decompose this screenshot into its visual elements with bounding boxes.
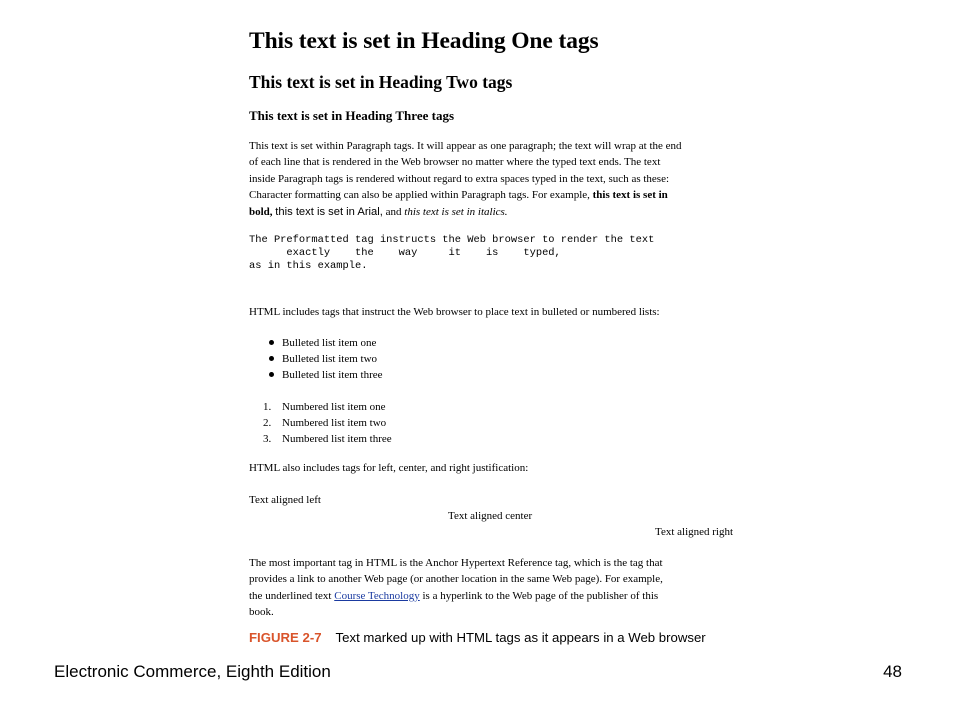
list-number: 3.	[263, 433, 272, 445]
list-item-text: Numbered list item three	[282, 433, 392, 445]
paragraph-line: The most important tag in HTML is the Anchor Hypertext Reference tag, which is the tag that	[249, 557, 663, 569]
paragraph-line: of each line that is rendered in the Web browser no matter where the typed text ends. The text	[249, 156, 661, 169]
arial-text: this text is set in Arial,	[275, 205, 383, 218]
list-item	[249, 415, 392, 431]
list-item-text: Numbered list item one	[282, 401, 386, 413]
list-number: 2.	[263, 417, 272, 429]
list-item-text: Bulleted list item three	[282, 369, 383, 381]
text-aligned-center: Text aligned center	[448, 510, 533, 522]
paragraph-line-text: the underlined text	[249, 589, 332, 602]
paragraph-line: This text is set within Paragraph tags. It will appear as one paragraph; the text will wrap at the end	[249, 140, 682, 152]
course-technology-link[interactable]: Course Technology	[334, 589, 420, 602]
paragraph-line-text: is a hyperlink to the Web page of the publisher of this	[422, 589, 659, 602]
list-item-text: Bulleted list item two	[282, 353, 378, 365]
italic-text: this text is set in italics.	[404, 205, 508, 218]
list-item-text: Numbered list item two	[282, 417, 387, 429]
bold-text-b: bold,	[249, 205, 273, 218]
list-item	[249, 399, 392, 415]
paragraph-line: provides a link to another Web page (or another location in the same Web page). For example,	[249, 573, 663, 586]
paragraph-line: inside Paragraph tags is rendered without regard to extra spaces typed in the text, such as these:	[249, 172, 670, 185]
text-aligned-left: Text aligned left	[249, 494, 321, 506]
paragraph-line: book.	[249, 606, 274, 619]
list-item	[249, 367, 383, 383]
list-number: 1.	[263, 401, 272, 413]
list-item	[249, 335, 383, 351]
numbered-list	[249, 399, 392, 447]
bulleted-list	[249, 335, 383, 383]
paragraph-block	[249, 138, 682, 220]
heading-two: This text is set in Heading Two tags	[249, 72, 513, 92]
list-item-text: Bulleted list item one	[282, 337, 377, 349]
bullet-icon	[269, 356, 274, 361]
heading-one: This text is set in Heading One tags	[249, 28, 599, 54]
bullet-icon	[269, 340, 274, 345]
list-item	[249, 351, 383, 367]
bullet-icon	[269, 372, 274, 377]
page-number: 48	[883, 662, 902, 681]
heading-three: This text is set in Heading Three tags	[249, 108, 455, 123]
text-aligned-right: Text aligned right	[655, 526, 734, 538]
footer-book-title: Electronic Commerce, Eighth Edition	[54, 662, 331, 681]
figure-caption-text: Text marked up with HTML tags as it appears in a Web browser	[335, 630, 706, 645]
bold-text-a: this text is set in	[592, 189, 668, 202]
anchor-paragraph	[249, 555, 663, 621]
justify-intro: HTML also includes tags for left, center, and right justification:	[249, 462, 529, 474]
list-item	[249, 431, 392, 447]
lists-intro: HTML includes tags that instruct the Web browser to place text in bulleted or numbered lists:	[249, 306, 660, 318]
figure-caption	[249, 630, 706, 645]
paragraph-line	[249, 187, 682, 203]
preformatted-block: The Preformatted tag instructs the Web browser to render the text exactly the way it is typed, as in this example.	[249, 234, 655, 272]
paragraph-line	[249, 204, 682, 220]
paragraph-line	[249, 588, 663, 604]
paragraph-line-text: Character formatting can also be applied within Paragraph tags. For example,	[249, 189, 590, 202]
figure-label: FIGURE 2-7	[249, 630, 322, 645]
and-text: and	[385, 205, 402, 218]
